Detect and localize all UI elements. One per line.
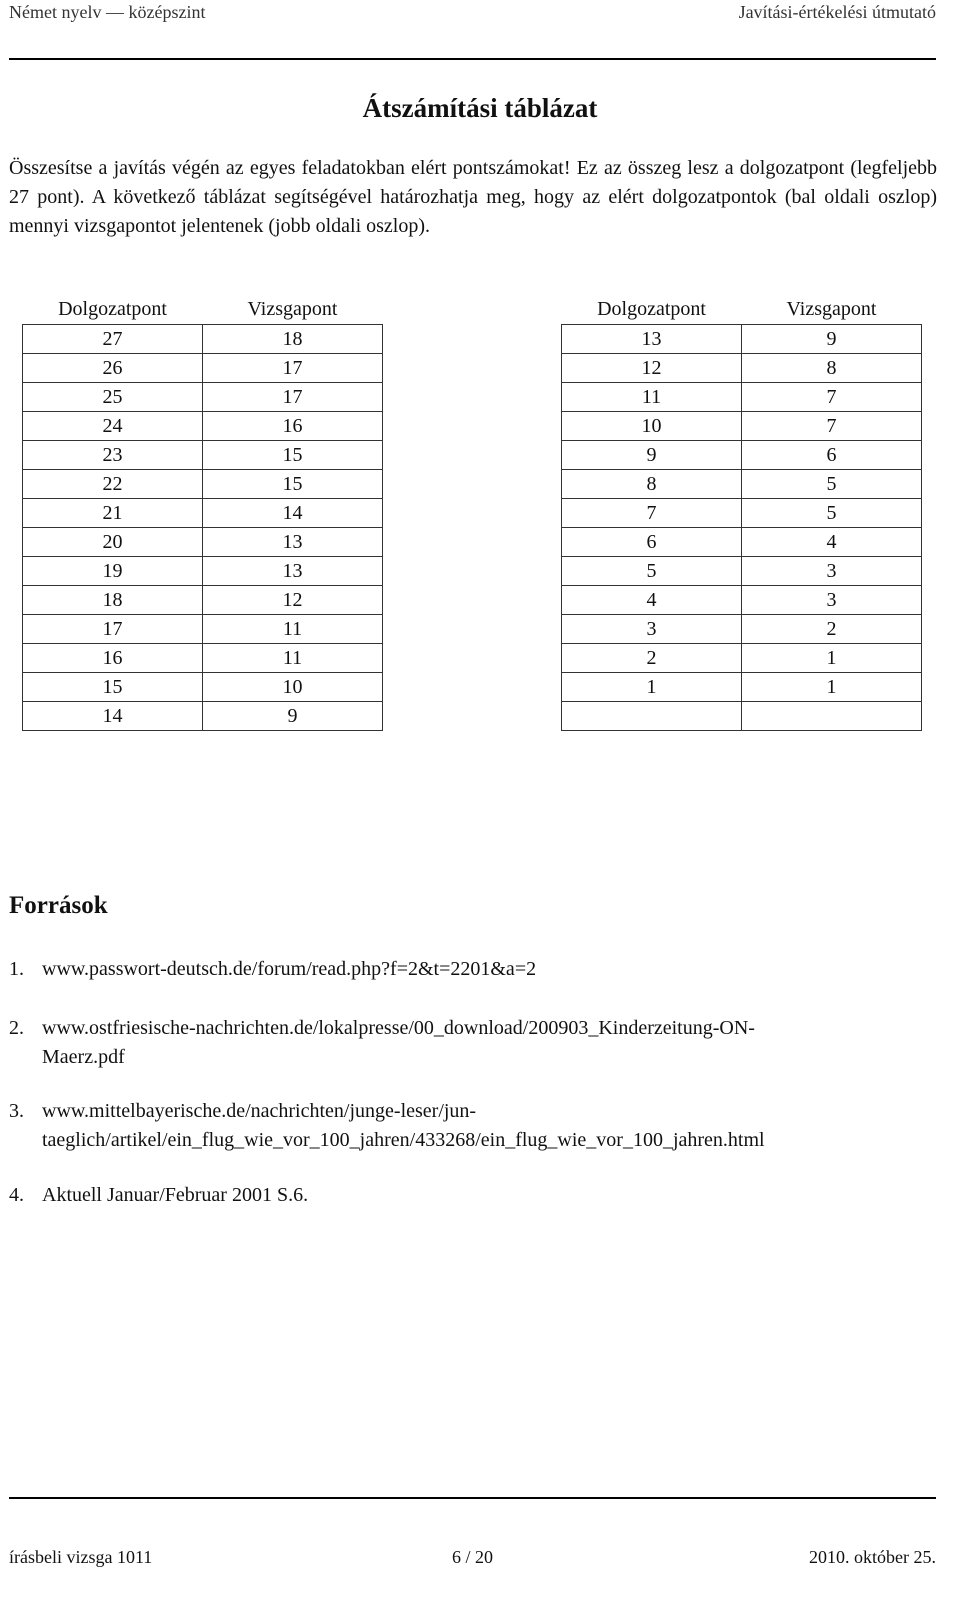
cell-vizsgapont: 7 bbox=[742, 383, 922, 412]
cell-dolgozatpont: 9 bbox=[562, 441, 742, 470]
table-row bbox=[23, 441, 383, 470]
cell-vizsgapont: 11 bbox=[203, 644, 383, 673]
cell-dolgozatpont: 20 bbox=[23, 528, 203, 557]
cell-vizsgapont: 6 bbox=[742, 441, 922, 470]
table-row bbox=[23, 354, 383, 383]
source-text bbox=[42, 1097, 942, 1126]
table-row bbox=[562, 702, 922, 731]
sources-title: Források bbox=[9, 892, 108, 919]
cell-vizsgapont: 9 bbox=[742, 325, 922, 354]
footer-date: 2010. október 25. bbox=[809, 1547, 936, 1567]
table-row bbox=[562, 325, 922, 354]
cell-vizsgapont: 18 bbox=[203, 325, 383, 354]
cell-dolgozatpont: 23 bbox=[23, 441, 203, 470]
cell-dolgozatpont: 12 bbox=[562, 354, 742, 383]
cell-dolgozatpont: 8 bbox=[562, 470, 742, 499]
cell-dolgozatpont: 21 bbox=[23, 499, 203, 528]
table-row bbox=[562, 644, 922, 673]
cell-dolgozatpont: 18 bbox=[23, 586, 203, 615]
source-line: www.mittelbayerische.de/nachrichten/junge-leser/jun- bbox=[42, 1100, 477, 1122]
cell-vizsgapont: 1 bbox=[742, 673, 922, 702]
table-body-right bbox=[562, 325, 922, 731]
source-line: www.passwort-deutsch.de/forum/read.php?f=2&t=2201&a=2 bbox=[42, 958, 537, 980]
table-row bbox=[23, 586, 383, 615]
source-text bbox=[42, 1014, 942, 1043]
table-row bbox=[562, 412, 922, 441]
cell-dolgozatpont: 22 bbox=[23, 470, 203, 499]
table-row bbox=[562, 615, 922, 644]
cell-dolgozatpont: 15 bbox=[23, 673, 203, 702]
table-row bbox=[562, 557, 922, 586]
source-line: www.ostfriesische-nachrichten.de/lokalpresse/00_download/200903_Kinderzeitung-ON- bbox=[42, 1017, 755, 1039]
source-text bbox=[42, 955, 942, 984]
cell-dolgozatpont: 11 bbox=[562, 383, 742, 412]
table-row bbox=[23, 499, 383, 528]
table-row bbox=[23, 412, 383, 441]
cell-vizsgapont: 17 bbox=[203, 354, 383, 383]
table-row bbox=[23, 528, 383, 557]
column-header-dolgozatpont: Dolgozatpont bbox=[58, 298, 167, 320]
table-row bbox=[23, 615, 383, 644]
cell-vizsgapont: 1 bbox=[742, 644, 922, 673]
cell-dolgozatpont: 16 bbox=[23, 644, 203, 673]
table-row bbox=[562, 586, 922, 615]
cell-vizsgapont: 13 bbox=[203, 528, 383, 557]
conversion-table-right bbox=[561, 294, 922, 731]
cell-dolgozatpont: 2 bbox=[562, 644, 742, 673]
header-rule bbox=[9, 58, 936, 60]
source-number: 1. bbox=[9, 958, 24, 980]
footer-page-number: 6 / 20 bbox=[451, 1547, 493, 1567]
cell-dolgozatpont: 26 bbox=[23, 354, 203, 383]
footer-left: írásbeli vizsga 1011 bbox=[9, 1547, 153, 1567]
footer-rule bbox=[9, 1497, 936, 1499]
cell-vizsgapont: 11 bbox=[203, 615, 383, 644]
cell-vizsgapont: 3 bbox=[742, 586, 922, 615]
column-header-dolgozatpont: Dolgozatpont bbox=[597, 298, 706, 320]
cell-vizsgapont: 15 bbox=[203, 470, 383, 499]
cell-vizsgapont bbox=[742, 702, 922, 731]
table-row bbox=[562, 470, 922, 499]
table-row bbox=[23, 557, 383, 586]
table-row bbox=[562, 673, 922, 702]
cell-dolgozatpont: 3 bbox=[562, 615, 742, 644]
cell-vizsgapont: 2 bbox=[742, 615, 922, 644]
column-header-vizsgapont: Vizsgapont bbox=[247, 298, 338, 320]
cell-vizsgapont: 12 bbox=[203, 586, 383, 615]
conversion-table-left bbox=[22, 294, 383, 731]
cell-vizsgapont: 15 bbox=[203, 441, 383, 470]
cell-dolgozatpont: 4 bbox=[562, 586, 742, 615]
cell-vizsgapont: 5 bbox=[742, 499, 922, 528]
table-row bbox=[562, 354, 922, 383]
cell-dolgozatpont: 27 bbox=[23, 325, 203, 354]
table-row bbox=[23, 644, 383, 673]
cell-vizsgapont: 5 bbox=[742, 470, 922, 499]
cell-vizsgapont: 13 bbox=[203, 557, 383, 586]
column-header-vizsgapont: Vizsgapont bbox=[786, 298, 877, 320]
cell-dolgozatpont: 6 bbox=[562, 528, 742, 557]
source-number: 3. bbox=[9, 1100, 24, 1122]
page-title: Átszámítási táblázat bbox=[362, 93, 598, 123]
cell-dolgozatpont: 7 bbox=[562, 499, 742, 528]
source-line: Aktuell Januar/Februar 2001 S.6. bbox=[42, 1184, 309, 1206]
cell-vizsgapont: 10 bbox=[203, 673, 383, 702]
table-row bbox=[23, 470, 383, 499]
intro-paragraph: Összesítse a javítás végén az egyes feladatokban elért pontszámokat! Ez az összeg lesz a dolgozatpont (legfeljebb 27 pont). A következő táblázat segítségével határozhatja meg, hogy az elért dolgozatpontok (bal oldali oszlop) mennyi vizsgapontot jelentenek (jobb oldali oszlop). bbox=[9, 157, 937, 237]
cell-dolgozatpont: 19 bbox=[23, 557, 203, 586]
table-row bbox=[562, 499, 922, 528]
cell-vizsgapont: 16 bbox=[203, 412, 383, 441]
cell-vizsgapont: 7 bbox=[742, 412, 922, 441]
table-row bbox=[23, 325, 383, 354]
table-row bbox=[562, 441, 922, 470]
cell-dolgozatpont: 14 bbox=[23, 702, 203, 731]
cell-dolgozatpont: 17 bbox=[23, 615, 203, 644]
header-left: Német nyelv — középszint bbox=[9, 2, 206, 22]
header-right: Javítási-értékelési útmutató bbox=[738, 2, 936, 22]
source-text bbox=[42, 1181, 942, 1210]
source-number: 2. bbox=[9, 1017, 24, 1039]
source-number: 4. bbox=[9, 1184, 24, 1206]
table-row bbox=[562, 383, 922, 412]
table-row bbox=[562, 528, 922, 557]
table-row bbox=[23, 383, 383, 412]
cell-dolgozatpont bbox=[562, 702, 742, 731]
cell-dolgozatpont: 25 bbox=[23, 383, 203, 412]
cell-vizsgapont: 17 bbox=[203, 383, 383, 412]
cell-dolgozatpont: 1 bbox=[562, 673, 742, 702]
cell-vizsgapont: 8 bbox=[742, 354, 922, 383]
page-header bbox=[9, 0, 936, 28]
cell-vizsgapont: 3 bbox=[742, 557, 922, 586]
table-row bbox=[23, 702, 383, 731]
cell-vizsgapont: 14 bbox=[203, 499, 383, 528]
cell-dolgozatpont: 5 bbox=[562, 557, 742, 586]
cell-dolgozatpont: 10 bbox=[562, 412, 742, 441]
cell-dolgozatpont: 24 bbox=[23, 412, 203, 441]
cell-dolgozatpont: 13 bbox=[562, 325, 742, 354]
cell-vizsgapont: 9 bbox=[203, 702, 383, 731]
source-line: Maerz.pdf bbox=[42, 1046, 125, 1068]
table-row bbox=[23, 673, 383, 702]
table-body-left bbox=[23, 325, 383, 731]
source-line: taeglich/artikel/ein_flug_wie_vor_100_jahren/433268/ein_flug_wie_vor_100_jahren.html bbox=[42, 1129, 765, 1151]
cell-vizsgapont: 4 bbox=[742, 528, 922, 557]
